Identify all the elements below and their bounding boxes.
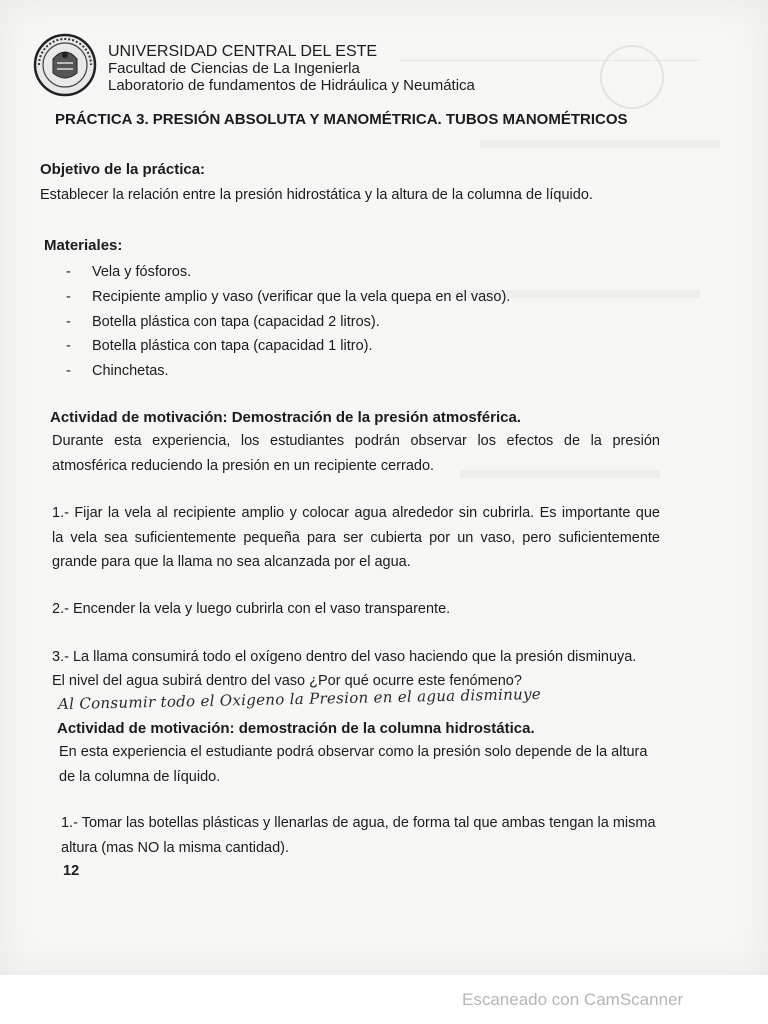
activity1-step2: 2.- Encender la vela y luego cubrirla con el vaso transparente. xyxy=(52,601,451,617)
page-number: 12 xyxy=(63,863,80,879)
activity1-step3-line: 3.- La llama consumirá todo el oxígeno dentro del vaso haciendo que la presión disminuya. xyxy=(52,649,637,665)
activity1-step3-line: El nivel del agua subirá dentro del vaso ¿Por qué ocurre este fenómeno? xyxy=(52,673,522,689)
activity2-intro-line: de la columna de líquido. xyxy=(59,769,221,785)
activity2-intro-line: En esta experiencia el estudiante podrá observar como la presión solo depende de la altura xyxy=(59,744,648,760)
activity1-step1-line: 1.- Fijar la vela al recipiente amplio y colocar agua alrededor sin cubrirla. Es importante que xyxy=(52,505,660,521)
bleed-through-lines xyxy=(460,470,660,479)
materials-list-item: - Vela y fósforos. xyxy=(66,264,192,280)
activity2-step1-line: 1.- Tomar las botellas plásticas y llenarlas de agua, de forma tal que ambas tengan la misma xyxy=(61,815,656,831)
objective-heading: Objetivo de la práctica: xyxy=(40,161,206,178)
bleed-through-lines xyxy=(480,140,720,149)
materials-list-item: - Botella plástica con tapa (capacidad 1 litro). xyxy=(66,338,373,354)
university-name: UNIVERSIDAD CENTRAL DEL ESTE xyxy=(108,43,378,60)
activity1-intro-line: atmosférica reduciendo la presión en un recipiente cerrado. xyxy=(52,458,435,474)
faculty-name: Facultad de Ciencias de La Ingenierla xyxy=(108,60,360,77)
materials-list-item: - Recipiente amplio y vaso (verificar que la vela quepa en el vaso). xyxy=(66,289,511,305)
institution-header xyxy=(108,43,475,94)
activity1-intro-line: Durante esta experiencia, los estudiantes podrán observar los efectos de la presión xyxy=(52,433,660,449)
activity1-heading: Actividad de motivación: Demostración de la presión atmosférica. xyxy=(50,409,521,426)
university-seal-icon xyxy=(33,33,97,97)
activity2-step1-line: altura (mas NO la misma cantidad). xyxy=(61,840,290,856)
activity1-step1-line: la vela sea suficientemente pequeña para ser cubierta por un vaso, pero suficientemente xyxy=(52,530,660,546)
lab-name: Laboratorio de fundamentos de Hidráulica y Neumática xyxy=(108,77,475,94)
activity2-heading: Actividad de motivación: demostración de la columna hidrostática. xyxy=(57,720,535,737)
objective-text: Establecer la relación entre la presión hidrostática y la altura de la columna de líquido. xyxy=(40,187,593,203)
activity1-step1-line: grande para que la llama no sea alcanzada por el agua. xyxy=(52,554,411,570)
materials-heading: Materiales: xyxy=(44,237,123,254)
scanner-watermark: Escaneado con CamScanner xyxy=(462,990,684,1009)
practice-title: PRÁCTICA 3. PRESIÓN ABSOLUTA Y MANOMÉTRICA. TUBOS MANOMÉTRICOS xyxy=(55,111,628,128)
materials-list-item: - Chinchetas. xyxy=(66,363,169,379)
handwritten-answer: Al Consumir todo el Oxigeno la Presion en el agua disminuye xyxy=(57,684,542,714)
materials-list-item: - Botella plástica con tapa (capacidad 2 litros). xyxy=(66,314,380,330)
